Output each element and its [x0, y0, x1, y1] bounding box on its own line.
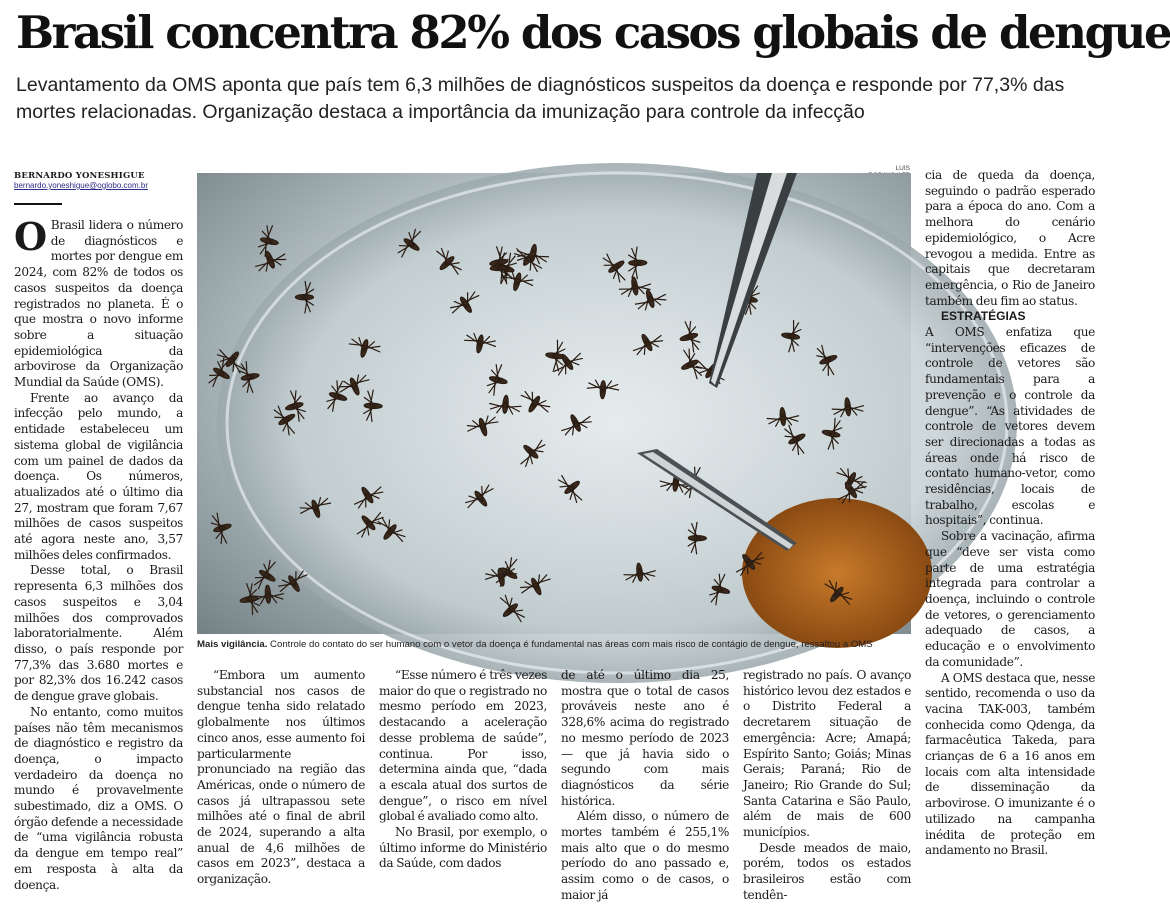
section-subhead: ESTRATÉGIAS	[941, 309, 1026, 324]
paragraph: Além disso, o número de mortes também é 255,1% mais alto que o do mesmo período do ano passado e, assim como o de casos, o maior já	[561, 809, 729, 902]
mosquito-photo-illustration	[197, 173, 911, 634]
paragraph: Sobre a vacinação, afirma que “deve ser vista como parte de uma estratégia integrada para controlar a doença, incluindo o controle de vetores, o gerenciamento adequado de casos, a educação e o envolvimento da comunidade”.	[925, 529, 1095, 669]
author-email-link[interactable]: bernardo.yoneshigue@oglobo.com.br	[14, 181, 148, 190]
paragraph: No entanto, como muitos países não têm mecanismos de diagnóstico e registro da doença, o impacto verdadeiro da doença no mundo é provavelmente subestimado, diz a OMS. O órgão defende a necessidade de “uma vigilância robusta da dengue em tempo real” em resposta à alta da doença.	[14, 704, 183, 892]
byline-rule	[14, 203, 62, 205]
paragraph: cia de queda da doença, seguindo o padrão esperado para a época do ano. Com a melhora do cenário epidemiológico, o Acre revogou a medida. Entre as capitais que decretaram emergência, o Rio de Janeiro também deu fim ao status.	[925, 168, 1095, 308]
paragraph: “Embora um aumento substancial nos casos de dengue tenha sido relatado globalmente nos últimos cinco anos, esse aumento foi particularmente pronunciado na região das Américas, onde o número de casos já ultrapassou sete milhões até o final de abril de 2024, superando a alta anual de 4,6 milhões de casos em 2023”, destaca a organização.	[197, 668, 365, 887]
article-column-4	[561, 668, 729, 902]
paragraph: Frente ao avanço da infecção pelo mundo, a entidade estabeleceu um sistema global de vigilância com um painel de dados da doença. Os números, atualizados até o último dia 27, mostram que foram 7,67 milhões de casos suspeitos até agora neste ano, 3,57 milhões deles confirmados.	[14, 390, 183, 562]
mosquito-photo	[197, 173, 911, 634]
paragraph: No Brasil, por exemplo, o último informe do Ministério da Saúde, com dados	[379, 825, 547, 871]
photo-credit: LUIS	[895, 165, 910, 172]
paragraph: Desse total, o Brasil representa 6,3 milhões dos casos suspeitos e 3,04 milhões dos comprovados laboratorialmente. Além disso, o país responde por 77,3% das 3.680 mortes e por 82,3% dos 16.242 casos de dengue grave globais.	[14, 563, 183, 704]
byline	[14, 171, 194, 190]
deck-subtitle: Levantamento da OMS aponta que país tem 6,3 milhões de diagnósticos suspeitos da doença e responde por 77,3% das mortes relacionadas. Organização destaca a importância da imunização para controle da infecção	[16, 74, 1065, 123]
drop-cap: O	[14, 214, 47, 259]
article-column-5	[743, 668, 911, 902]
paragraph: registrado no país. O avanço histórico levou dez estados e o Distrito Federal a decretarem situação de emergência: Acre; Amapá; Espírito Santo; Goiás; Minas Gerais; Paraná; Rio de Janeiro; Rio Grande do Sul; Santa Catarina e São Paulo, além de mais de 600 municípios.	[743, 668, 911, 840]
paragraph	[14, 214, 183, 391]
article-column-2	[197, 668, 365, 888]
paragraph: de até o último dia 25, mostra que o total de casos prováveis neste ano é 328,6% acima do registrado no mesmo período de 2023 — que já havia sido o segundo com mais diagnósticos da série histórica.	[561, 668, 729, 808]
paragraph: A OMS destaca que, nesse sentido, recomenda o uso da vacina TAK-003, também conhecida como Qdenga, da farmacêutica Takeda, para crianças de 6 a 16 anos em locais com alta intensidade de disseminação da arbovirose. O imunizante é o utilizado na campanha inédita de proteção em andamento no Brasil.	[925, 670, 1095, 858]
headline: Brasil concentra 82% dos casos globais de dengue	[16, 6, 1170, 59]
author-name: BERNARDO YONESHIGUE	[14, 171, 145, 181]
caption-text: Controle do contato do ser humano com o vetor da doença é fundamental nas áreas com mais risco de contágio de dengue, ressaltou a OMS	[267, 639, 873, 650]
article-column-3	[379, 668, 547, 888]
photo-caption	[197, 639, 911, 651]
paragraph-text: Brasil lidera o número de diagnósticos e mortes por dengue em 2024, com 82% de todos os casos suspeitos da doença registrados no planeta. É o que mostra o novo informe sobre a situação epidemiológica da arbovirose da Organização Mundial da Saúde (OMS).	[14, 218, 183, 390]
article-column-6	[925, 168, 1095, 888]
paragraph: A OMS enfatiza que “intervenções eficazes de controle de vetores são fundamentais para a prevenção e o controle da dengue”. “As atividades de controle de vetores devem ser direcionadas a todas as áreas onde há risco de contato humano-vetor, como residências, locais de trabalho, escolas e hospitais”, continua.	[925, 325, 1095, 528]
paragraph: “Esse número é três vezes maior do que o registrado no mesmo período em 2023, destacando a aceleração desse problema de saúde”, continua. Por isso, determina ainda que, “dada a escala atual dos surtos de dengue”, o risco em nível global é avaliado como alto.	[379, 668, 547, 824]
paragraph: Desde meados de maio, porém, todos os estados brasileiros estão com tendên-	[743, 840, 911, 902]
article-column-1	[14, 214, 183, 892]
caption-lead: Mais vigilância.	[197, 639, 268, 650]
